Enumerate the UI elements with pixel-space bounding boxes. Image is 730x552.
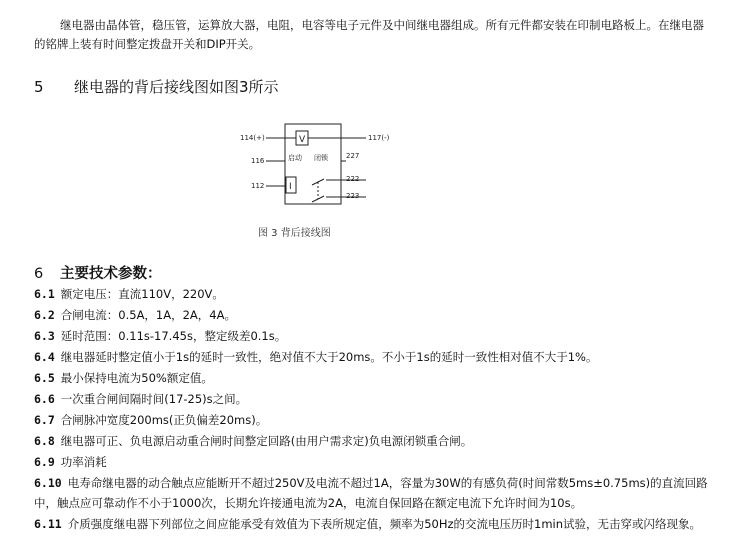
- section-6-number: 6: [34, 266, 44, 282]
- label-i: I: [289, 182, 292, 192]
- spec-item-number: 6.11: [34, 517, 62, 531]
- spec-item-text: 额定电压：直流110V，220V。: [60, 287, 224, 301]
- spec-item-text: 介质强度继电器下列部位之间应能承受有效值为下表所规定值，频率为50Hz的交流电压历时1min试验，无击穿或闪络现象。: [67, 517, 702, 531]
- spec-item: [34, 410, 724, 430]
- spec-item-text: 合闸电流：0.5A，1A，2A，4A。: [60, 308, 236, 322]
- spec-item-text: 合闸脉冲宽度200ms(正负偏差20ms)。: [60, 413, 268, 427]
- label-start: 启动: [288, 154, 302, 162]
- spec-item-number: 6.4: [34, 350, 55, 364]
- wiring-diagram: [240, 118, 390, 238]
- spec-item-number: 6.9: [34, 455, 55, 469]
- spec-item-text: 继电器可正、负电源启动重合闸时间整定回路(由用户需求定)负电源闭锁重合闸。: [60, 434, 473, 448]
- spec-item-number: 6.2: [34, 308, 55, 322]
- label-v: V: [299, 135, 306, 145]
- label-lock: 闭锁: [314, 154, 328, 162]
- spec-item-number: 6.5: [34, 371, 55, 385]
- spec-item-text: 最小保持电流为50%额定值。: [60, 371, 213, 385]
- spec-item-number: 6.6: [34, 392, 55, 406]
- spec-item-number: 6.7: [34, 413, 55, 427]
- section-6-title: 主要技术参数：: [60, 266, 162, 282]
- spec-item-number: 6.3: [34, 329, 55, 343]
- spec-item: [34, 473, 724, 513]
- spec-item: [34, 305, 724, 325]
- section-5-title: 继电器的背后接线图如图3所示: [74, 78, 279, 96]
- section-5-number: 5: [34, 78, 44, 96]
- spec-item-number: 6.10: [34, 476, 62, 490]
- label-117: 117(-): [368, 134, 390, 142]
- relay-outline: [285, 124, 341, 204]
- label-114: 114(+): [240, 134, 265, 142]
- spec-item: [34, 431, 724, 451]
- spec-item: [34, 326, 724, 346]
- spec-item-text: 一次重合闸间隔时间(17-25)s之间。: [60, 392, 248, 406]
- section-6-heading: [34, 262, 162, 283]
- spec-item: [34, 347, 724, 367]
- intro-paragraph: 继电器由晶体管，稳压管，运算放大器，电阻，电容等电子元件及中间继电器组成。所有元件都安装在印制电路板上。在继电器的铭牌上装有时间整定拨盘开关和DIP开关。: [34, 18, 704, 51]
- spec-item: [34, 452, 724, 472]
- label-227: 227: [346, 152, 360, 160]
- spec-item-text: 继电器延时整定值小于1s的延时一致性，绝对值不大于20ms。不小于1s的延时一致性相对值不大于1%。: [60, 350, 598, 364]
- figure-caption: 图 3 背后接线图: [258, 228, 331, 239]
- label-112: 112: [251, 182, 265, 190]
- spec-item-text: 电寿命继电器的动合触点应能断开不超过250V及电流不超过1A，容量为30W的有感负荷(时间常数5ms±0.75ms)的直流回路中，触点应可靠动作不小于1000次，长期允许接通电流为2A，电流自保回路在额定电流下允许时间为10s。: [34, 476, 708, 510]
- spec-item-text: 功率消耗: [60, 455, 107, 469]
- spec-item: [34, 389, 724, 409]
- spec-item-number: 6.1: [34, 287, 55, 301]
- spec-item: [34, 514, 724, 534]
- spec-item-text: 延时范围：0.11s-17.45s，整定级差0.1s。: [60, 329, 287, 343]
- label-223: 223: [346, 192, 360, 200]
- label-116: 116: [251, 157, 265, 165]
- spec-item: [34, 368, 724, 388]
- section-5-heading: [34, 76, 279, 97]
- label-222: 222: [346, 175, 360, 183]
- spec-item-number: 6.8: [34, 434, 55, 448]
- spec-item: [34, 284, 724, 304]
